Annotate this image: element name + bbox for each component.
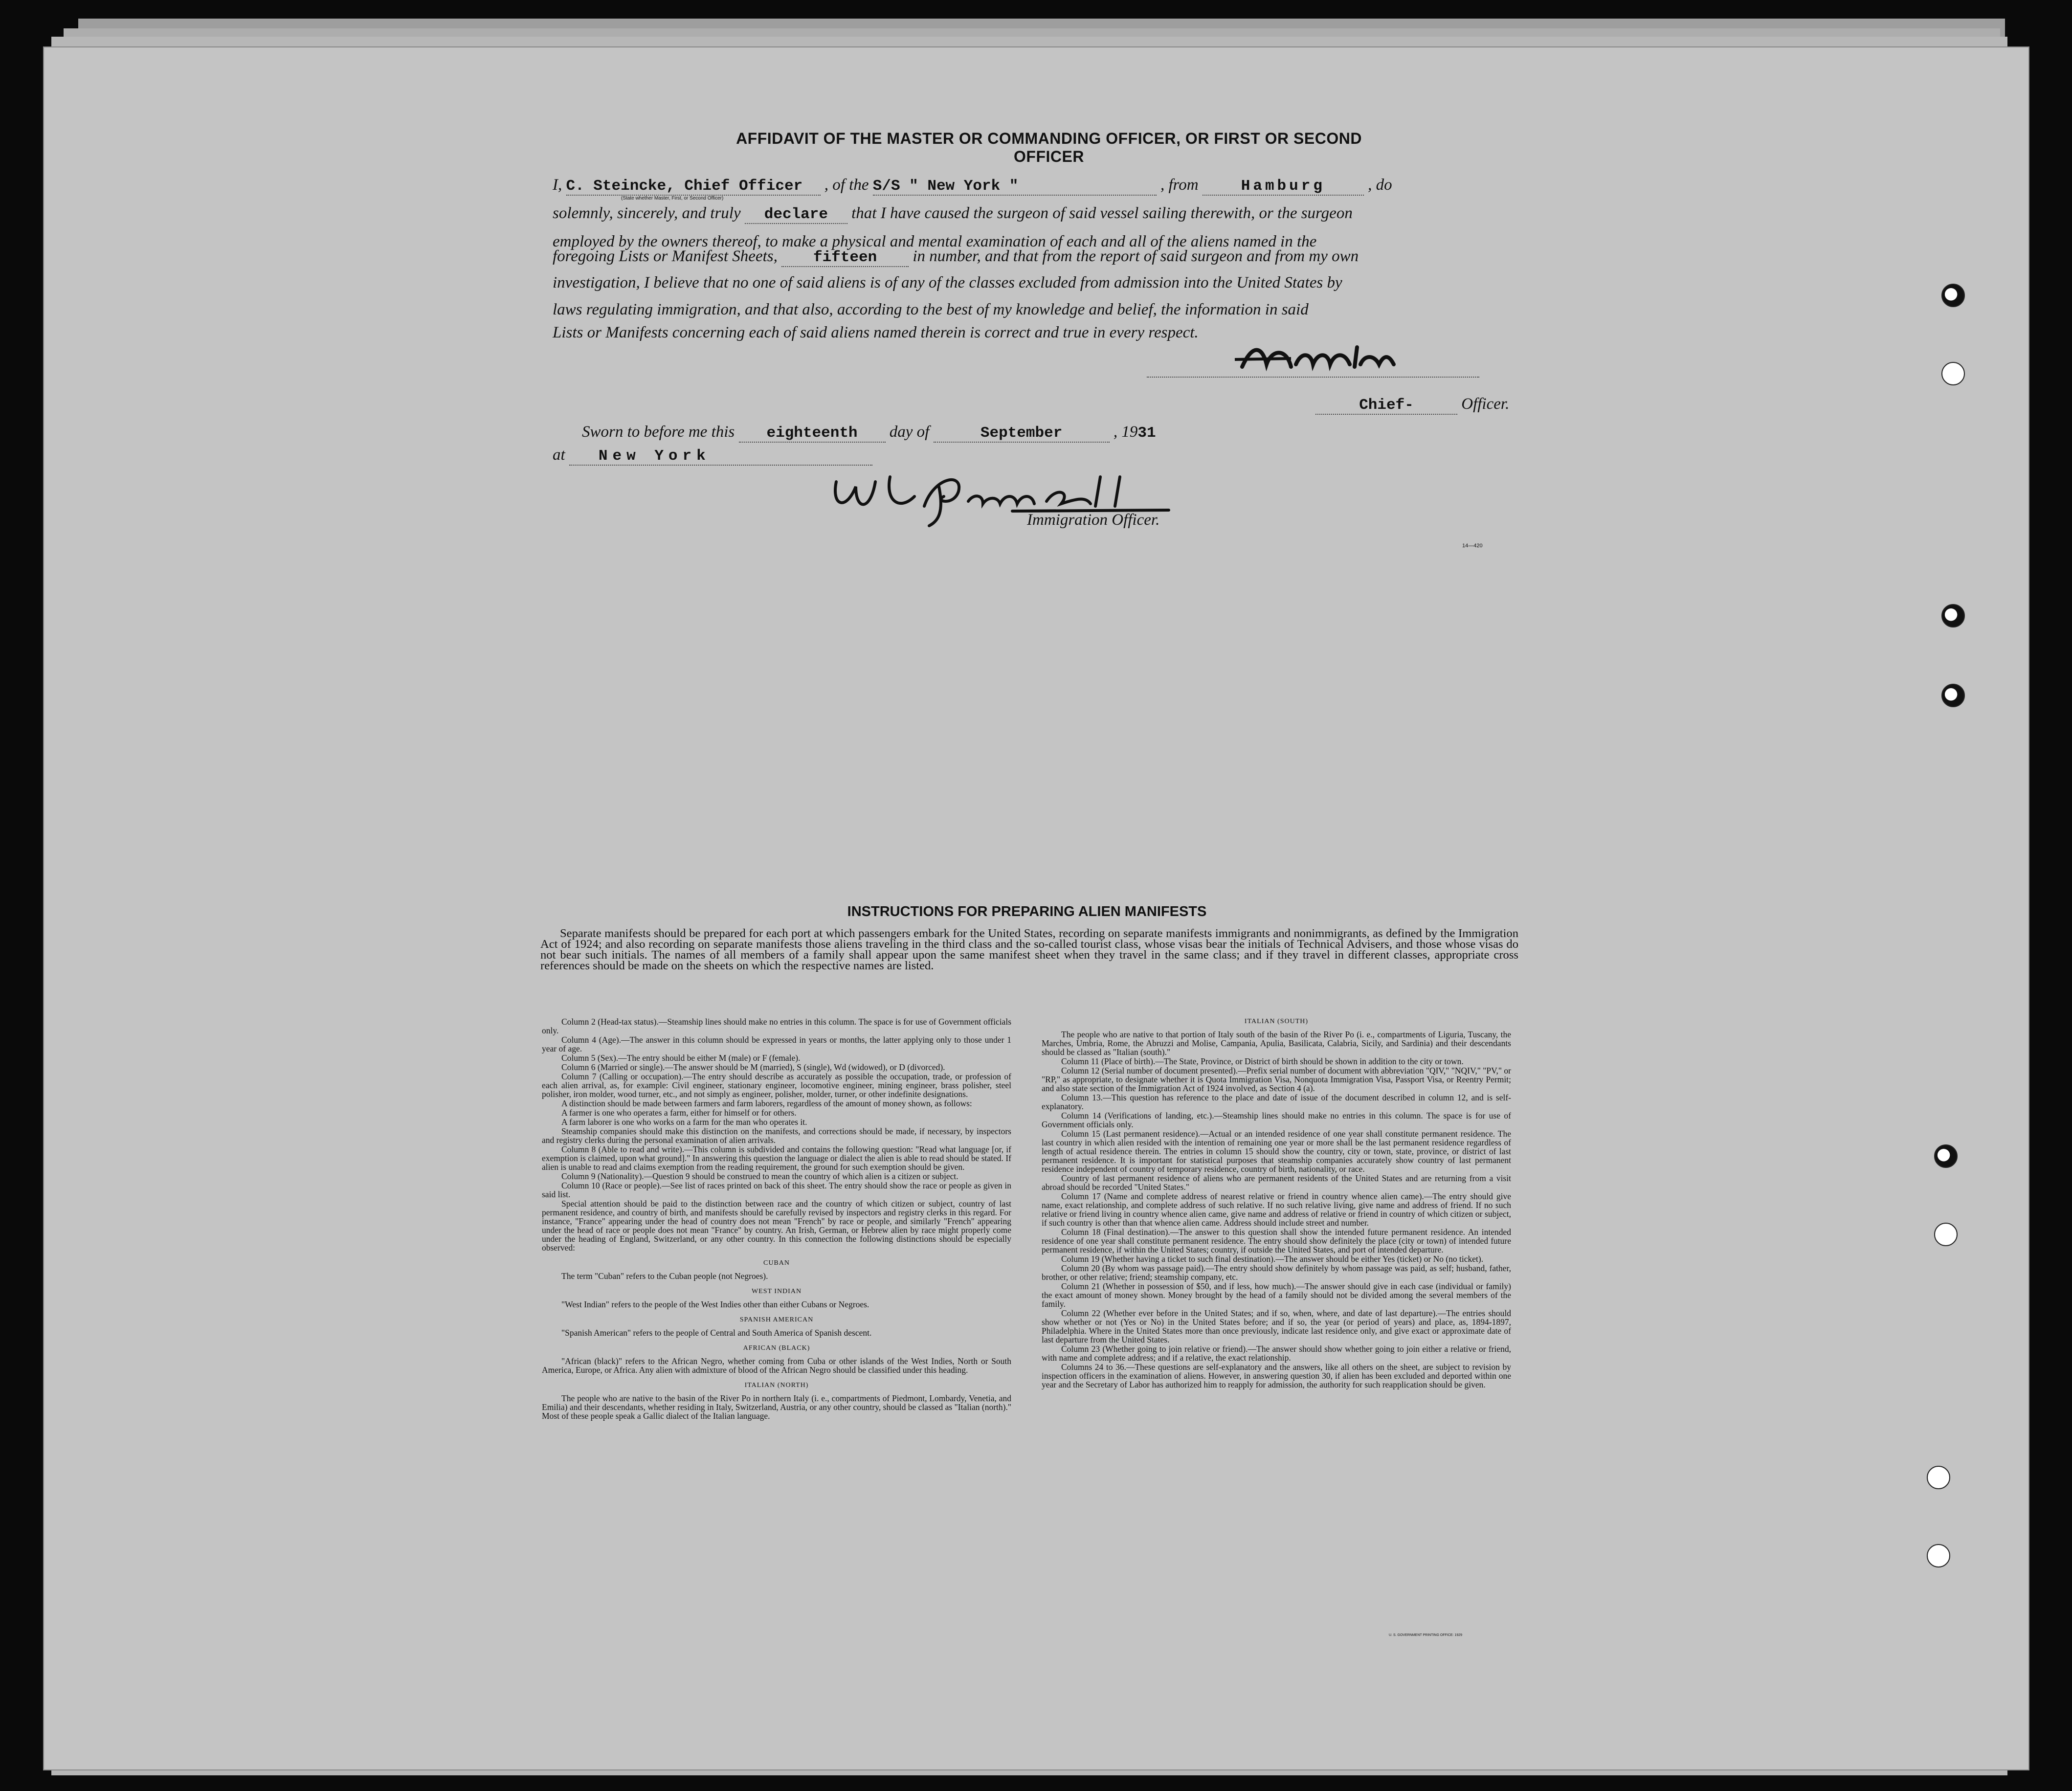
instruction-paragraph: Column 12 (Serial number of document presented).—Prefix serial number of document with abbreviation "QIV," "NQIV," "PV," or "RP," as appropriate, to designate whether it is Quota Immigration Visa, Nonquota Immigration Visa, Passport Visa, or Reentry Permit; and also state section of the Immigration Act of 1924 involved, as Section 4 (a).	[1042, 1066, 1511, 1093]
sheet-count: fifteen	[781, 249, 909, 267]
officer-rank: Chief-	[1359, 397, 1414, 414]
section-text: "African (black)" refers to the African Negro, whether coming from Cuba or other islands of the West Indies, North or South America, Europe, or Africa. Any alien with admixture of blood of the African Negro should be classified under this heading.	[542, 1356, 1011, 1375]
instruction-paragraph: Column 4 (Age).—The answer in this column should be expressed in years or months, the latter applying only to those under 1 year of age.	[542, 1035, 1011, 1053]
instruction-paragraph: A distinction should be made between farmers and farm laborers, regardless of the amount of money shown, as follows:	[561, 1098, 972, 1108]
officer-note: (State whether Master, First, or Second Officer)	[621, 196, 724, 201]
instruction-paragraph: Column 21 (Whether in possession of $50, and if less, how much).—The answer should give in each case (individual or family) the exact amount of money shown. Money brought by the head of a family should not be divided among the several members of the family.	[1042, 1281, 1511, 1309]
officer-name: C. Steincke, Chief Officer	[566, 178, 821, 196]
line2-rest: that I have caused the surgeon of said vessel sailing therewith, or the surgeon	[851, 204, 1353, 222]
instruction-paragraph: A farm laborer is one who works on a farm for the man who operates it.	[561, 1117, 807, 1127]
day-of-label: day of	[889, 423, 930, 441]
sworn-day: eighteenth	[739, 425, 886, 443]
sworn-prefix: Sworn to before me this	[582, 423, 735, 441]
sworn-place: New York	[569, 448, 872, 466]
affidavit-line-5: investigation, I believe that no one of said aliens is of any of the classes excluded from admission into the United States by	[553, 274, 1342, 291]
do-label: , do	[1368, 176, 1392, 194]
punch-hole	[1941, 604, 1965, 627]
sworn-line	[582, 423, 1315, 443]
instruction-paragraph: Column 20 (By whom was passage paid).—The entry should show definitely by whom passage was paid, as self; husband, father, brother, or other relative; friend; steamship company, etc.	[1042, 1263, 1511, 1282]
instructions-left-column	[542, 1017, 1011, 1421]
instruction-paragraph: Column 5 (Sex).—The entry should be either M (male) or F (female).	[561, 1053, 801, 1063]
instructions-right-column	[1042, 1017, 1511, 1389]
section-text: The people who are native to the basin of the River Po in northern Italy (i. e., compartments of Piedmont, Lombardy, Venetia, and Emilia) and their descendants, whether residing in Italy, Switzerland, Austria, or any other country, should be classed as "Italian (north)." Most of these people speak a Gallic dialect of the Italian language.	[542, 1393, 1011, 1421]
line1-prefix: I,	[553, 176, 562, 194]
instruction-paragraph: A farmer is one who operates a farm, either for himself or for others.	[561, 1108, 797, 1118]
instruction-paragraph: Column 6 (Married or single).—The answer should be M (married), S (single), Wd (widowed), or D (divorced).	[561, 1062, 945, 1072]
instructions-intro: Separate manifests should be prepared for each port at which passengers embark for the United States, recording on separate manifests immigrants and nonimmigrants, as defined by the Immigration Act of 1924; and also recording on separate manifests those aliens traveling in the third class and the so-called tourist class, whose visas bear the initials of Technical Advisers, and those whose visas do not bear such initials. The names of all members of a family shall appear upon the same manifest sheet when they travel in the same class; and if they travel in different classes, appropriate cross references should be made on the sheets on which the respective names are listed.	[540, 927, 1518, 972]
punch-hole	[1941, 362, 1965, 385]
instruction-paragraph: Country of last permanent residence of aliens who are permanent residents of the United States and are returning from a visit abroad should be recorded "United States."	[1042, 1173, 1511, 1192]
section-title: ITALIAN (SOUTH)	[1244, 1018, 1309, 1025]
declare-word: declare	[745, 206, 847, 224]
officer-rank-typed-area	[1315, 395, 1457, 415]
affidavit-line-1	[553, 176, 1531, 196]
instruction-paragraph: Steamship companies should make this distinction on the manifests, and corrections should be made, if necessary, by inspectors and registry clerks during the personal examination of alien arrivals.	[542, 1126, 1011, 1145]
instruction-paragraph: Column 2 (Head-tax status).—Steamship lines should make no entries in this column. The space is for use of Government officials only.	[542, 1017, 1011, 1035]
immigration-officer-title: Immigration Officer.	[1027, 511, 1160, 529]
punch-hole	[1927, 1544, 1950, 1567]
form-number: 14—420	[1462, 543, 1483, 549]
affidavit-heading: AFFIDAVIT OF THE MASTER OR COMMANDING OFFICER, OR FIRST OR SECOND OFFICER	[736, 130, 1362, 165]
section-text: "West Indian" refers to the people of the West Indies other than either Cubans or Negroes.	[561, 1299, 869, 1309]
officer-suffix: Officer.	[1461, 395, 1510, 413]
instruction-paragraph: Column 17 (Name and complete address of nearest relative or friend in country whence alien came).—The entry should give name, exact relationship, and complete address of such relative. If no such relative living, give name and address of friend. If no such relative or friend living in country whence alien came, give name and address of relative or friend in country of which citizen or subject, if such country is other than that whence alien came. Address should include street and number.	[1042, 1191, 1511, 1228]
section-title: AFRICAN (BLACK)	[743, 1344, 810, 1352]
officer-signature-line	[1147, 377, 1479, 378]
sworn-place-line	[553, 446, 993, 466]
vessel-name: S/S " New York "	[873, 178, 1157, 196]
instruction-paragraph: Column 15 (Last permanent residence).—Actual or an intended residence of one year shall constitute permanent residence. The last country in which alien resided with the intention of remaining one year or more shall be the last permanent residence regardless of length of actual residence therein. The entries in column 15 should show the country, city or town, state, province, or district of last permanent residence. It is important for statistical purposes that steamship companies accurately show country of last permanent residence independent of country of temporary residence, country of birth, nationality, or race.	[1042, 1129, 1511, 1174]
instruction-paragraph: Column 9 (Nationality).—Question 9 should be construed to mean the country of which alien is a citizen or subject.	[561, 1171, 958, 1181]
affidavit-line-4	[553, 247, 1531, 267]
year-suffix: 31	[1137, 425, 1156, 442]
instruction-paragraph: Column 7 (Calling or occupation).—The entry should describe as accurately as possible the occupation, trade, or profession of each alien arrival, as, for example: Civil engineer, stationary engineer, locomotive engineer, mining engineer, brass polisher, steel polisher, iron molder, wood turner, etc., and not simply as engineer, polisher, molder, turner, or other indefinite designations.	[542, 1072, 1011, 1099]
instruction-paragraph: Column 10 (Race or people).—See list of races printed on back of this sheet. The entry should show the race or people as given in said list.	[542, 1181, 1011, 1199]
affidavit-line-2	[553, 204, 1531, 224]
of-the-label: , of the	[824, 176, 869, 194]
instruction-paragraph: Column 11 (Place of birth).—The State, Province, or District of birth should be shown in addition to the city or town.	[1061, 1056, 1464, 1066]
instruction-paragraph: Column 8 (Able to read and write).—This column is subdivided and contains the following question: "Read what language [or, if exemption is claimed, upon what ground]." In answering this question the language or dialect the alien is able to read should be stated. If alien is unable to read and claims exemption from the reading requirement, the ground for such exemption should be given.	[542, 1144, 1011, 1172]
instruction-paragraph: Column 18 (Final destination).—The answer to this question shall show the intended future permanent residence. An intended residence of one year shall constitute permanent residence. The entry should show definitely the place (city or town) of intended future permanent residence, if within the United States; country, if outside the United States, and port of intended departure.	[1042, 1227, 1511, 1254]
solemnly-text: solemnly, sincerely, and truly	[553, 204, 741, 222]
instructions-heading: INSTRUCTIONS FOR PREPARING ALIEN MANIFESTS	[847, 904, 1207, 919]
instruction-paragraph: Special attention should be paid to the distinction between race and the country of which citizen or subject, country of last permanent residence, and country of birth, and manifests should be carefully revised by inspectors and registry clerks in this regard. For instance, "France" appearing under the head of country does not mean "French" by race or people, and similarly "French" appearing under the head of race or people does not mean "France" by country. An Irish, German, or Hebrew alien by race might properly come under the heading of England, Switzerland, or any other country. In this connection the following distinctions should be especially observed:	[542, 1199, 1011, 1253]
printing-office-note: U. S. GOVERNMENT PRINTING OFFICE: 1929	[1389, 1634, 1463, 1637]
affidavit-line-7: Lists or Manifests concerning each of said aliens named therein is correct and true in every respect.	[553, 324, 1199, 341]
instruction-paragraph: Column 23 (Whether going to join relative or friend).—The answer should show whether going to join either a relative or friend, with name and complete address; and if a relative, the exact relationship.	[1042, 1344, 1511, 1363]
sworn-month: September	[934, 425, 1110, 443]
instruction-paragraph: The people who are native to that portion of Italy south of the basin of the River Po (i. e., compartments of Liguria, Tuscany, the Marches, Umbria, Rome, the Abruzzi and Molise, Campania, Apulia, Basilicata, Calabria, Sicily, and Sardinia) and their descendants should be classed as "Italian (south)."	[1042, 1030, 1511, 1057]
section-text: "Spanish American" refers to the people of Central and South America of Spanish descent.	[561, 1328, 872, 1338]
punch-hole	[1927, 1466, 1950, 1489]
instruction-paragraph: Columns 24 to 36.—These questions are self-explanatory and the answers, like all others on the sheet, are subject to revision by inspection officers in the examination of aliens. However, in answering question 30, if alien has been excluded and deported within one year and the Secretary of Labor has authorized him to reapply for admission, the authority for such reapplication should be given.	[1042, 1362, 1511, 1389]
officer-signature	[1232, 340, 1457, 379]
section-title: WEST INDIAN	[751, 1288, 802, 1295]
port-from: Hamburg	[1203, 178, 1364, 196]
instruction-paragraph: Column 13.—This question has reference to the place and date of issue of the document described in column 12, and is self-explanatory.	[1042, 1093, 1511, 1111]
punch-hole	[1934, 1223, 1958, 1246]
instruction-paragraph: Column 19 (Whether having a ticket to such final destination).—The answer should be either Yes (ticket) or No (no ticket).	[1061, 1254, 1484, 1264]
section-title: CUBAN	[763, 1259, 790, 1267]
punch-hole	[1941, 684, 1965, 707]
section-title: SPANISH AMERICAN	[739, 1316, 814, 1323]
punch-hole	[1941, 284, 1965, 307]
affidavit-line-3: employed by the owners thereof, to make a physical and mental examination of each and all of the aliens named in the	[553, 233, 1317, 250]
affidavit-line-6: laws regulating immigration, and that also, according to the best of my knowledge and belief, the information in said	[553, 301, 1309, 318]
section-title: ITALIAN (NORTH)	[744, 1382, 809, 1389]
officer-rank-line	[1315, 395, 1521, 415]
instruction-paragraph: Column 14 (Verifications of landing, etc.).—Steamship lines should make no entries in this column. The space is for use of Government officials only.	[1042, 1111, 1511, 1129]
section-text: The term "Cuban" refers to the Cuban people (not Negroes).	[561, 1271, 768, 1281]
from-label: , from	[1160, 176, 1199, 194]
punch-hole	[1934, 1144, 1958, 1168]
line4-rest: in number, and that from the report of said surgeon and from my own	[913, 247, 1359, 265]
instruction-paragraph: Column 22 (Whether ever before in the United States; and if so, when, where, and date of last departure).—The entries should show whether or not (Yes or No) in the United States before; and if so, the year (or period of years) and place, as, 1894-1897, Philadelphia. Where in the United States more than once previously, indicate last residence only, and give exact or approximate date of last departure from the United States.	[1042, 1308, 1511, 1344]
line4-prefix: foregoing Lists or Manifest Sheets,	[553, 247, 778, 265]
year-prefix: , 19	[1113, 423, 1138, 441]
at-label: at	[553, 446, 565, 464]
